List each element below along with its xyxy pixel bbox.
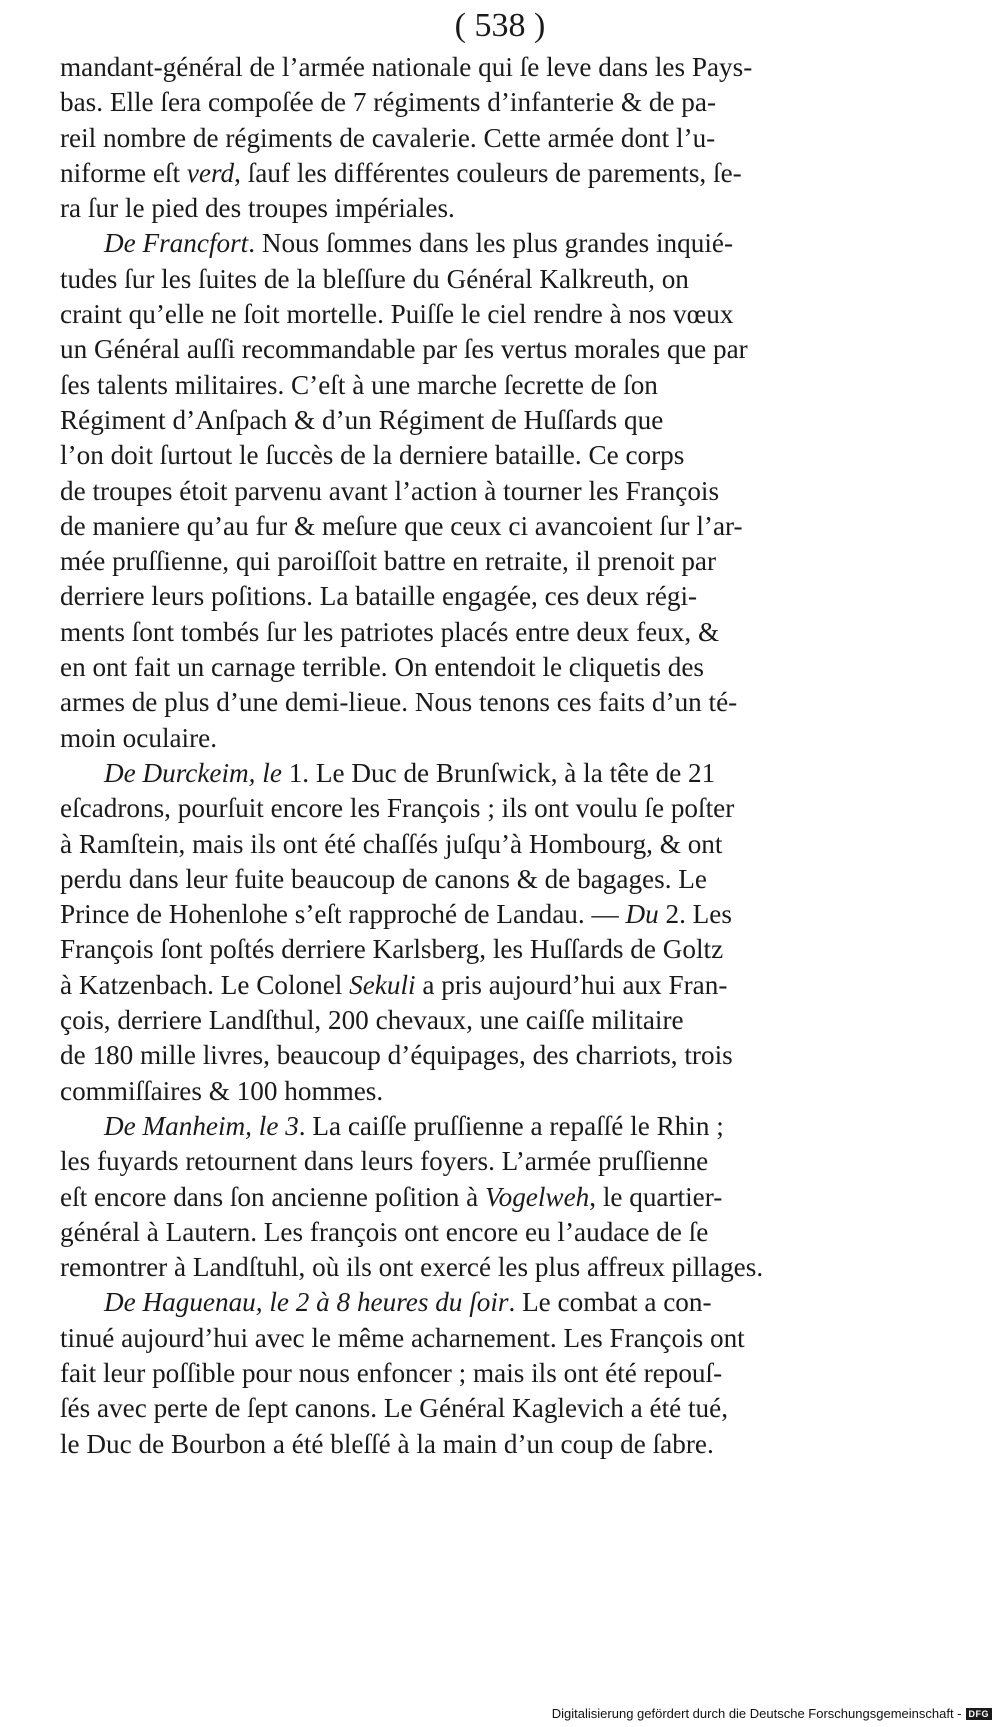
- paragraph: [60, 50, 970, 226]
- text-segment: en ont fait un carnage terrible. On entendoit le cliquetis des: [60, 652, 704, 683]
- page-number: ( 538 ): [454, 7, 546, 44]
- text-segment: ſés avec perte de ſept canons. Le Général Kaglevich a été tué,: [60, 1393, 729, 1424]
- italic-segment: De Francfort: [104, 228, 249, 259]
- text-segment: eſt encore dans ſon ancienne poſition à: [60, 1181, 486, 1212]
- text-line: [60, 262, 970, 297]
- text-segment: Prince de Hohenlohe s’eſt rapproché de Landau. —: [60, 899, 626, 930]
- text-segment: de troupes étoit parvenu avant l’action à tourner les François: [60, 475, 720, 506]
- text-segment: un Général auſſi recommandable par ſes vertus morales que par: [60, 334, 748, 365]
- text-line: [60, 509, 970, 544]
- text-segment: de maniere qu’au fur & meſure que ceux ci avancoient ſur l’ar-: [60, 510, 743, 541]
- text-segment: mée pruſſienne, qui paroiſſoit battre en retraite, il prenoit par: [60, 546, 717, 577]
- text-line: [60, 438, 970, 473]
- text-segment: à Katzenbach. Le Colonel: [60, 969, 350, 1000]
- text-segment: , le quartier-: [589, 1181, 723, 1212]
- text-line: [60, 121, 970, 156]
- paragraph: [60, 1109, 970, 1285]
- text-segment: ſes talents militaires. C’eſt à une marche ſecrette de ſon: [60, 369, 658, 400]
- text-segment: derriere leurs poſitions. La bataille engagée, ces deux régi-: [60, 581, 698, 612]
- dfg-logo: DFG: [966, 1708, 993, 1720]
- italic-segment: De Manheim, le 3: [104, 1110, 299, 1141]
- text-segment: remontrer à Landſtuhl, où ils ont exercé les plus affreux pillages.: [60, 1252, 764, 1283]
- text-segment: . Nous ſommes dans les plus grandes inquié-: [248, 228, 734, 259]
- text-segment: de 180 mille livres, beaucoup d’équipages, des charriots, trois: [60, 1040, 733, 1071]
- text-line: [60, 297, 970, 332]
- text-segment: le Duc de Bourbon a été bleſſé à la main d’un coup de ſabre.: [60, 1428, 714, 1459]
- text-line: [60, 191, 970, 226]
- text-line: [60, 932, 970, 967]
- text-line: [60, 156, 970, 191]
- text-segment: . Le combat a con-: [508, 1287, 712, 1318]
- italic-segment: De Haguenau, le 2 à 8 heures du ſoir: [104, 1287, 509, 1318]
- text-segment: général à Lautern. Les françois ont encore eu l’audace de ſe: [60, 1216, 709, 1247]
- text-segment: a pris aujourd’hui aux Fran-: [415, 969, 728, 1000]
- text-line: [60, 1321, 970, 1356]
- paragraph: [60, 756, 970, 1109]
- text-line: [60, 1215, 970, 1250]
- text-line: [60, 50, 970, 85]
- text-segment: à Ramſtein, mais ils ont été chaſſés juſqu’à Hombourg, & ont: [60, 828, 723, 859]
- text-segment: . La caiſſe pruſſienne a repaſſé le Rhin ;: [298, 1110, 724, 1141]
- text-line: [60, 368, 970, 403]
- text-segment: tinué aujourd’hui avec le même acharnement. Les François ont: [60, 1322, 745, 1353]
- italic-segment: Vogelweh: [485, 1181, 590, 1212]
- text-line: [60, 756, 970, 791]
- text-line: [60, 1250, 970, 1285]
- text-line: [60, 1285, 970, 1320]
- text-segment: eſcadrons, pourſuit encore les François ; ils ont voulu ſe poſter: [60, 793, 735, 824]
- text-line: [60, 1427, 970, 1462]
- text-line: [60, 226, 970, 261]
- text-line: [60, 791, 970, 826]
- text-line: [60, 827, 970, 862]
- text-segment: ments ſont tombés ſur les patriotes placés entre deux feux, &: [60, 616, 720, 647]
- text-line: [60, 1391, 970, 1426]
- italic-segment: Sekuli: [349, 969, 416, 1000]
- text-segment: niforme eſt: [60, 157, 187, 188]
- text-segment: reil nombre de régiments de cavalerie. Cette armée dont l’u-: [60, 122, 716, 153]
- italic-segment: verd: [186, 157, 235, 188]
- text-segment: ra ſur le pied des troupes impériales.: [60, 193, 455, 224]
- document-body: [60, 50, 970, 1462]
- text-line: [60, 1003, 970, 1038]
- text-segment: armes de plus d’une demi-lieue. Nous tenons ces faits d’un té-: [60, 687, 738, 718]
- text-segment: , ſauf les différentes couleurs de parements, ſe-: [234, 157, 742, 188]
- paragraph: [60, 226, 970, 755]
- text-segment: Régiment d’Anſpach & d’un Régiment de Huſſards que: [60, 404, 664, 435]
- text-segment: mandant-général de l’armée nationale qui ſe leve dans les Pays-: [60, 52, 753, 82]
- footer-credit: Digitalisierung gefördert durch die Deutsche Forschungsgemeinschaft -: [551, 1706, 962, 1721]
- text-segment: fait leur poſſible pour nous enfoncer ; mais ils ont été repouſ-: [60, 1357, 723, 1388]
- text-line: [60, 474, 970, 509]
- paragraph: [60, 1285, 970, 1461]
- text-segment: bas. Elle ſera compoſée de 7 régiments d’infanterie & de pa-: [60, 87, 717, 118]
- text-segment: commiſſaires & 100 hommes.: [60, 1075, 384, 1106]
- text-segment: moin oculaire.: [60, 722, 218, 753]
- text-segment: perdu dans leur fuite beaucoup de canons & de bagages. Le: [60, 863, 707, 894]
- text-line: [60, 1074, 970, 1109]
- text-segment: craint qu’elle ne ſoit mortelle. Puiſſe le ciel rendre à nos vœux: [60, 299, 734, 330]
- text-segment: çois, derriere Landſthul, 200 chevaux, une caiſſe militaire: [60, 1005, 684, 1036]
- text-segment: François ſont poſtés derriere Karlsberg, les Huſſards de Goltz: [60, 934, 724, 965]
- text-line: [60, 1180, 970, 1215]
- text-line: [60, 1038, 970, 1073]
- italic-segment: Du: [625, 899, 659, 930]
- text-line: [60, 403, 970, 438]
- text-line: [60, 650, 970, 685]
- text-line: [60, 85, 970, 120]
- text-segment: tudes ſur les ſuites de la bleſſure du Général Kalkreuth, on: [60, 263, 689, 294]
- footer: [552, 1706, 992, 1721]
- text-line: [60, 579, 970, 614]
- text-line: [60, 968, 970, 1003]
- text-line: [60, 897, 970, 932]
- text-line: [60, 721, 970, 756]
- text-segment: l’on doit ſurtout le ſuccès de la derniere bataille. Ce corps: [60, 440, 685, 471]
- text-segment: 1. Le Duc de Brunſwick, à la tête de 21: [281, 757, 716, 788]
- text-line: [60, 685, 970, 720]
- text-line: [60, 332, 970, 367]
- text-segment: 2. Les: [658, 899, 732, 930]
- text-line: [60, 1144, 970, 1179]
- text-line: [60, 544, 970, 579]
- text-segment: les fuyards retournent dans leurs foyers. L’armée pruſſienne: [60, 1146, 709, 1177]
- text-line: [60, 862, 970, 897]
- text-line: [60, 1109, 970, 1144]
- text-line: [60, 1356, 970, 1391]
- italic-segment: De Durckeim, le: [104, 757, 282, 788]
- text-line: [60, 615, 970, 650]
